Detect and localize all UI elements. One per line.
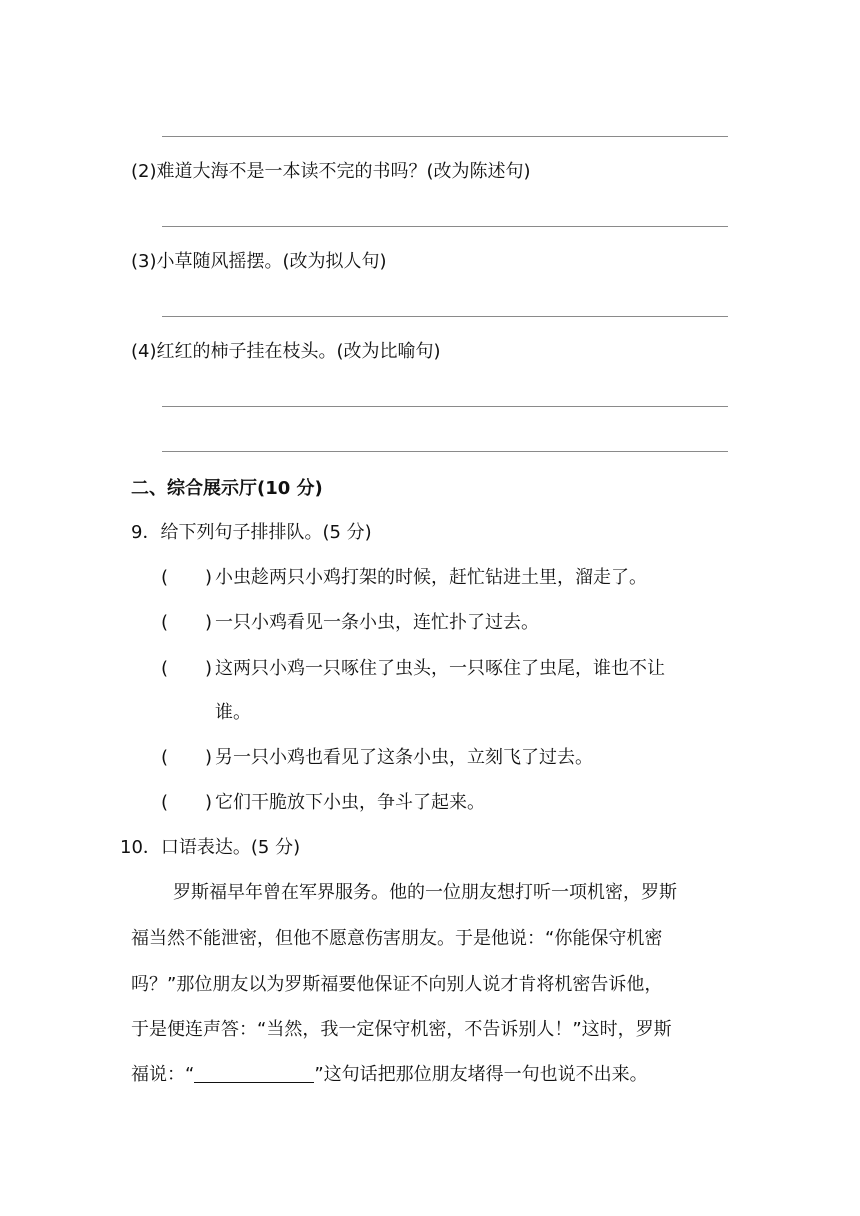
order-blank-open[interactable]: (: [161, 658, 169, 679]
order-blank-close: ): [205, 567, 213, 588]
answer-line[interactable]: [162, 406, 728, 407]
passage-line: 于是便连声答：“当然，我一定保守机密，不告诉别人！”这时，罗斯: [131, 1019, 672, 1040]
order-item-text: 一只小鸡看见一条小虫，连忙扑了过去。: [215, 612, 539, 633]
section-title: 二、综合展示厅(10 分): [131, 478, 323, 499]
answer-line[interactable]: [162, 316, 728, 317]
question-4: (4)红红的柿子挂在枝头。(改为比喻句): [131, 341, 441, 362]
order-blank-close: ): [205, 612, 213, 633]
question-2: (2)难道大海不是一本读不完的书吗？(改为陈述句): [131, 161, 531, 182]
order-item-text: 这两只小鸡一只啄住了虫头，一只啄住了虫尾，谁也不让: [215, 658, 665, 679]
passage-text: ”这句话把那位朋友堵得一句也说不出来。: [314, 1064, 648, 1085]
passage-last-line: [131, 1062, 731, 1088]
passage-line: 吗？”那位朋友以为罗斯福要他保证不向别人说才肯将机密告诉他，: [131, 974, 663, 995]
answer-line[interactable]: [162, 451, 728, 452]
order-blank-open[interactable]: (: [161, 612, 169, 633]
order-blank-close: ): [205, 792, 213, 813]
question-10-title: 10．口语表达。(5 分): [120, 837, 301, 858]
question-3: (3)小草随风摇摆。(改为拟人句): [131, 251, 387, 272]
order-blank-open[interactable]: (: [161, 747, 169, 768]
order-blank-open[interactable]: (: [161, 792, 169, 813]
order-item-text: 小虫趁两只小鸡打架的时候，赶忙钻进土里，溜走了。: [215, 567, 647, 588]
passage-line: 罗斯福早年曾在军界服务。他的一位朋友想打听一项机密，罗斯: [173, 882, 677, 903]
order-item-text: 它们干脆放下小虫，争斗了起来。: [215, 792, 485, 813]
question-9-title: 9．给下列句子排排队。(5 分): [131, 522, 372, 543]
order-blank-close: ): [205, 747, 213, 768]
fill-blank[interactable]: [194, 1064, 314, 1083]
order-blank-open[interactable]: (: [161, 567, 169, 588]
answer-line[interactable]: [162, 136, 728, 137]
passage-line: 福当然不能泄密，但他不愿意伤害朋友。于是他说：“你能保守机密: [131, 928, 663, 949]
answer-line[interactable]: [162, 226, 728, 227]
order-item-text: 另一只小鸡也看见了这条小虫，立刻飞了过去。: [215, 747, 593, 768]
order-blank-close: ): [205, 658, 213, 679]
passage-text: 福说：“: [131, 1064, 195, 1085]
order-item-text-continued: 谁。: [215, 702, 251, 723]
